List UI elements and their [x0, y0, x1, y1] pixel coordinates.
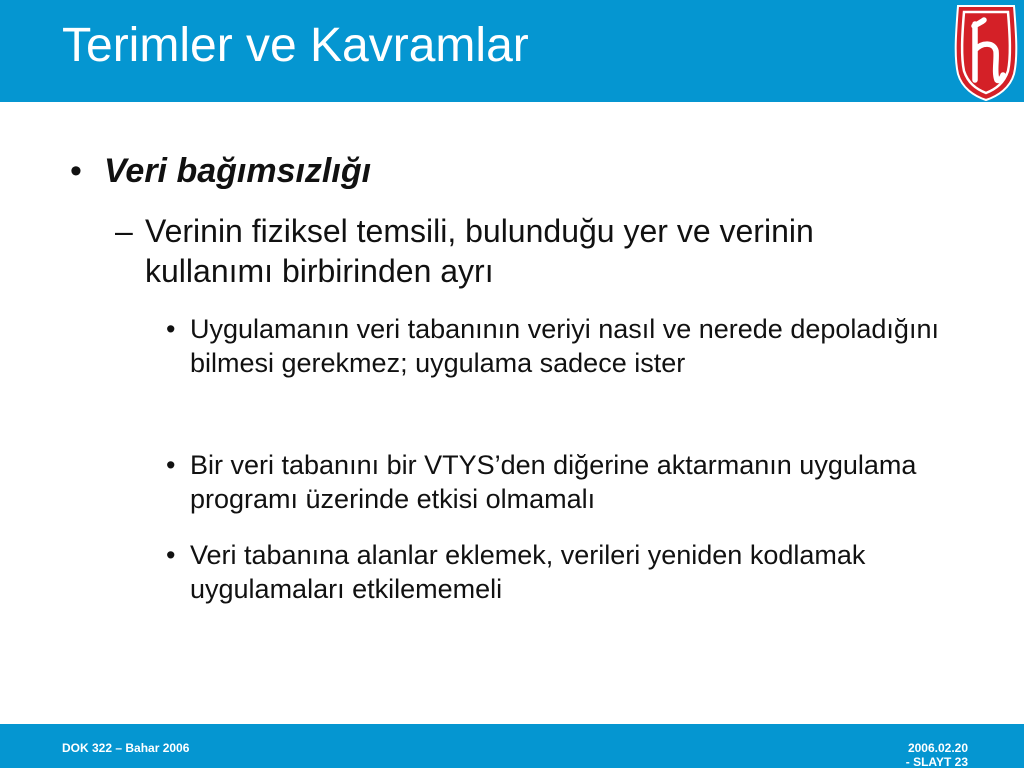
slide-title: Terimler ve Kavramlar	[62, 19, 529, 72]
hacettepe-h-logo-icon	[952, 2, 1020, 102]
bullet-icon: •	[166, 450, 176, 480]
course-label: DOK 322 – Bahar 2006	[62, 741, 190, 755]
slide-number: - SLAYT 23	[905, 755, 968, 769]
heading-veri-bagimsizligi: Veri bağımsızlığı	[104, 152, 372, 190]
list-item-text: Bir veri tabanını bir VTYS’den diğerine aktarmanın uygulama programı üzerinde etkisi olmamalı	[190, 450, 917, 514]
sub-point-text: Verinin fiziksel temsili, bulunduğu yer ve verinin kullanımı birbirinden ayrı	[145, 213, 814, 289]
footer-right	[906, 741, 968, 769]
bullet-icon: •	[70, 152, 82, 190]
slide-date: 2006.02.20	[907, 741, 968, 755]
list-item-text: Uygulamanın veri tabanının veriyi nasıl ve nerede depoladığını bilmesi gerekmez; uygulama sadece ister	[190, 314, 939, 378]
slide-body	[0, 102, 1024, 724]
footer-bar	[0, 724, 1024, 768]
list-item-text: Veri tabanına alanlar eklemek, verileri yeniden kodlamak uygulamaları etkilememeli	[190, 540, 866, 604]
dash-icon: –	[115, 213, 133, 249]
bullet-icon: •	[166, 314, 176, 344]
title-bar	[0, 0, 1024, 102]
bullet-icon: •	[166, 540, 176, 570]
